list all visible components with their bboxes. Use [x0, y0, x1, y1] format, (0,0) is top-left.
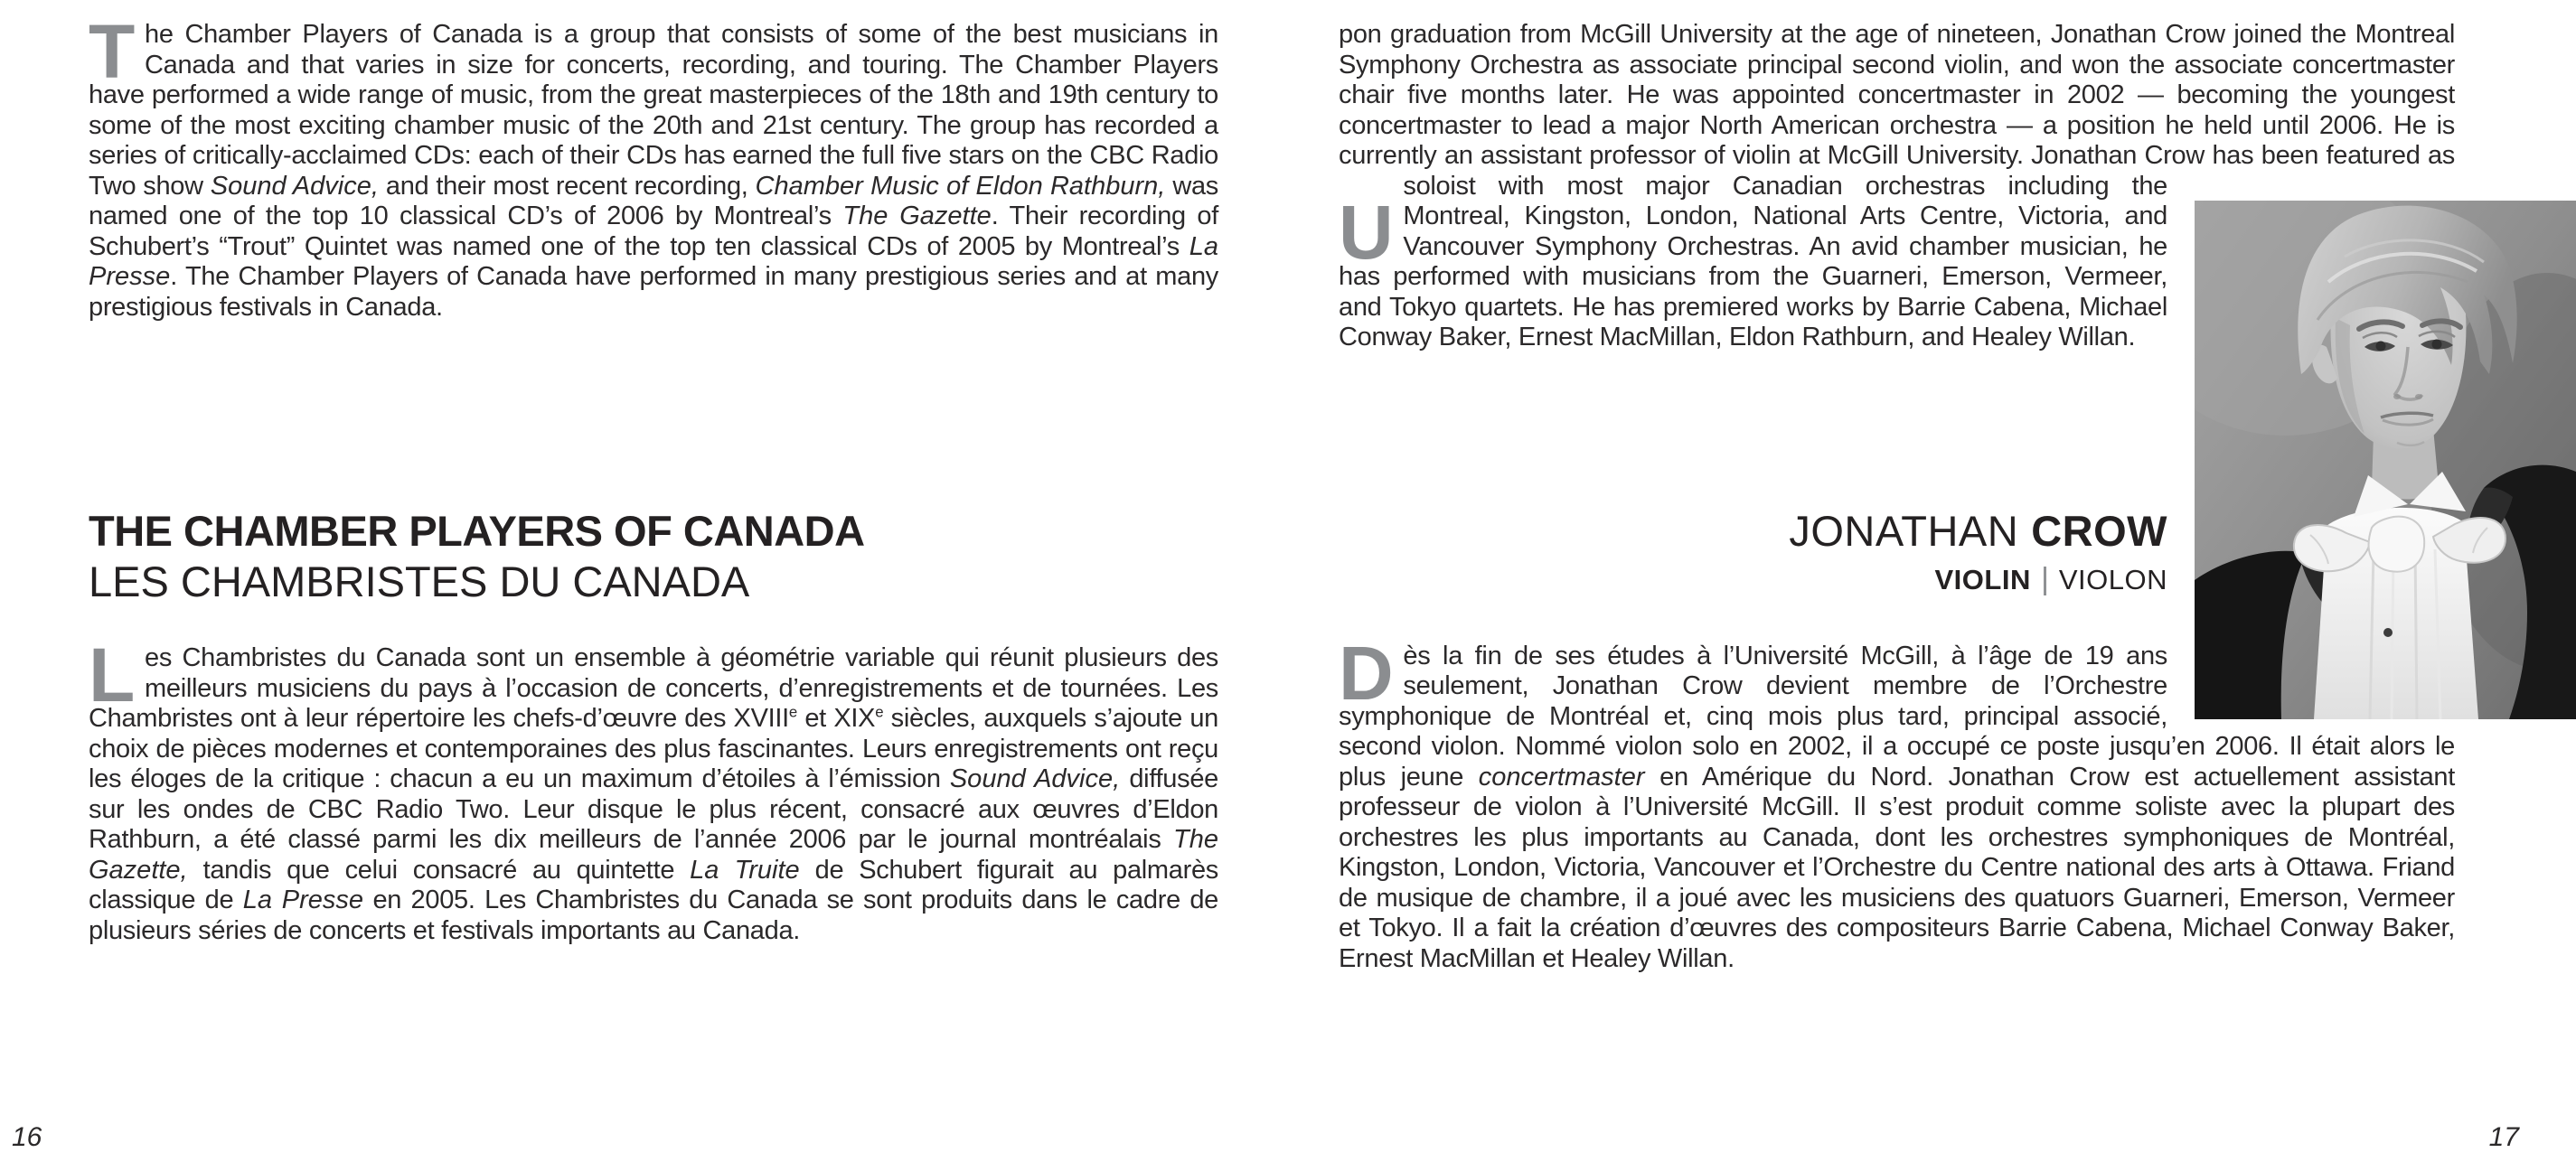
drop-cap-t: T [89, 9, 136, 94]
english-paragraph-chamber-players [89, 9, 1218, 323]
english-paragraph-text: he Chamber Players of Canada is a group that consists of some of the best musicians in Canada and that varies in size for concerts, recording, and touring. The Chamber Players have performed a wide range of music, from the great masterpieces of the 18th and 19th century to some of the most exciting chamber music of the 20th and 21st century. The group has recorded a series of critically-acclaimed CDs: each of their CDs has earned the full five stars on the CBC Radio Two show Sound Advice, and their most recent recording, Chamber Music of Eldon Rathburn, was named one of the top 10 classical CD’s of 2006 by Montreal’s The Gazette. Their recording of Schubert’s “Trout” Quintet was named one of the top ten classical CDs of 2005 by Montreal’s La Presse. The Chamber Players of Canada have performed in many prestigious series and at many prestigious festivals in Canada. [89, 20, 1218, 322]
instrument-english: VIOLIN [1934, 563, 2031, 595]
french-paragraph-chambristes [89, 633, 1218, 946]
french-paragraph-text: ès la fin de ses études à l’Université McGill, à l’âge de 19 ans seulement, Jonathan Crow devient membre de l’Orchestre symphonique de Montréal et, cinq mois plus tard, principal associé, second violon. Nommé violon solo en 2002, il a occupé ce poste jusqu’en 2006. Il était alors le plus jeune concertmaster en Amérique du Nord. Jonathan Crow est actuellement assistant professeur de violon à l’Université McGill. Il s’est produit comme soliste avec la plupart des orchestres les plus importants au Canada, dont les orchestres symphoniques de Montréal, Kingston, London, Victoria, Vancouver et l’Orchestre du Centre national des arts à Ottawa. Friand de musique de chambre, il a joué avec les musiciens des quatuors Guarneri, Emerson, Vermeer et Tokyo. Il a fait la création d’œuvres des compositeurs Barrie Cabena, Michael Conway Baker, Ernest MacMillan et Healey Willan. [1339, 641, 2455, 973]
french-paragraph-text: es Chambristes du Canada sont un ensemble à géométrie variable qui réunit plusieurs des meilleurs musiciens du pays à l’occasion de concerts, d’enregistrements et de tournées. Les Chambristes ont à leur répertoire les chefs-d’œuvre des XVIIIe et XIXe siècles, auxquels s’ajoute un choix de pièces modernes et contemporaines des plus fascinantes. Leurs enregistrements ont reçu les éloges de la critique : chacun a eu un maximum d’étoiles à l’émission Sound Advice, diffusée sur les ondes de CBC Radio Two. Leur disque le plus récent, consacré aux œuvres d’Eldon Rathburn, a été classé parmi les dix meilleurs de l’année 2006 par le journal montréalais The Gazette, tandis que celui consacré au quintette La Truite de Schubert figurait au palmarès classique de La Presse en 2005. Les Chambristes du Canada se sont produits dans le cadre de plusieurs séries de concerts et festivals importants au Canada. [89, 643, 1218, 945]
drop-cap-l: L [89, 633, 136, 717]
heading-english: THE CHAMBER PLAYERS OF CANADA [89, 507, 865, 555]
page-number-17: 17 [2488, 1122, 2519, 1152]
drop-cap-u: U [1339, 190, 1394, 275]
page-number-16: 16 [12, 1122, 42, 1152]
drop-cap-d: D [1339, 630, 1394, 716]
heading-last-name: CROW [2031, 506, 2167, 555]
jonathan-crow-photo [2195, 201, 2576, 719]
heading-first-name: JONATHAN [1789, 506, 2019, 555]
page-17 [1288, 0, 2576, 1162]
vertical-rule-separator [2044, 567, 2046, 595]
heading-french: LES CHAMBRISTES DU CANADA [89, 558, 750, 605]
portrait-illustration [2195, 201, 2576, 719]
english-paragraph-text: pon graduation from McGill University at the age of nineteen, Jonathan Crow joined the Montreal Symphony Orchestra as associate principal second violin, and won the associate concertmaster chair five months later. He was appointed concertmaster in 2002 — becoming the youngest concertmaster to lead a major North American orchestra — a position he held until 2006. He is currently an assistant professor of violin at McGill University. Jonathan Crow has been featured as soloist with most major Canadian orchestras including the Montreal, Kingston, London, National Arts Centre, Victoria, and Vancouver Symphony Orchestras. An avid chamber musician, he has performed with musicians from the Guarneri, Emerson, Vermeer, and Tokyo quartets. He has premiered works by Barrie Cabena, Michael Conway Baker, Ernest MacMillan, Eldon Rathburn, and Healey Willan. [1339, 20, 2455, 351]
section-heading-chamber-players [89, 506, 1218, 607]
instrument-french: VIOLON [2058, 563, 2167, 595]
